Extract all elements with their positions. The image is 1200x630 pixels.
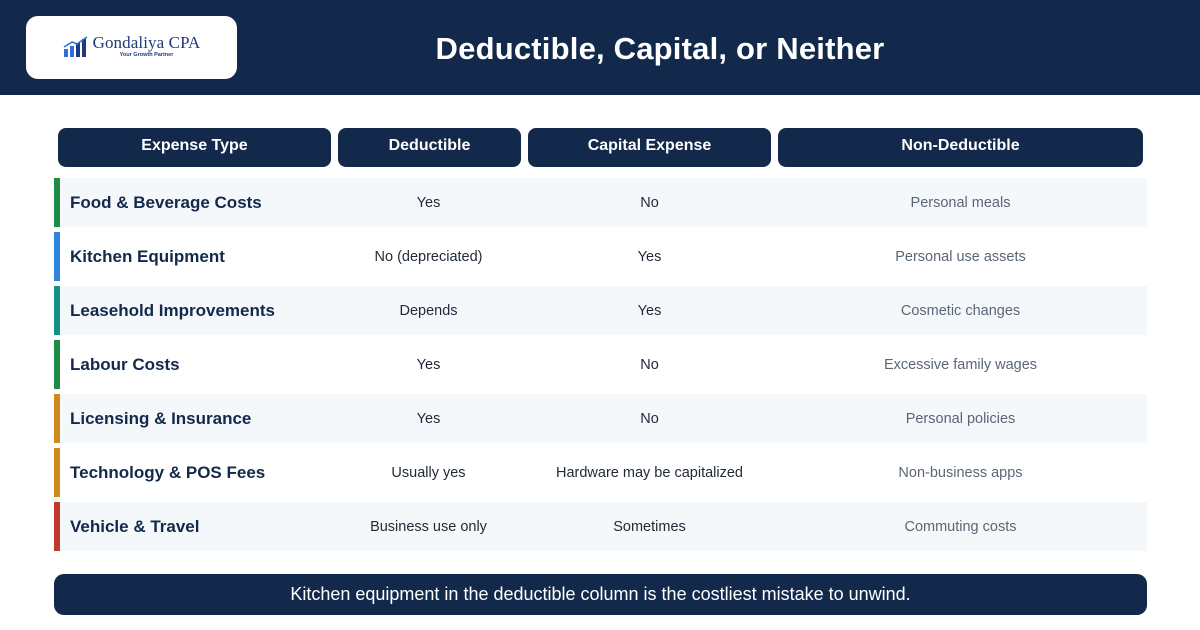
non-deductible-cell: Cosmetic changes	[900, 302, 1021, 319]
deductible-cell: Yes	[416, 410, 441, 427]
expense-type-cell: Vehicle & Travel	[70, 516, 200, 536]
expense-type-cell: Kitchen Equipment	[70, 246, 225, 266]
capital-cell: No	[640, 194, 659, 211]
non-deductible-cell: Personal meals	[910, 194, 1011, 211]
expense-type-cell: Leasehold Improvements	[70, 300, 276, 320]
row-accent-bar	[54, 178, 60, 227]
bar-growth-icon	[63, 36, 89, 58]
row-accent-bar	[54, 502, 60, 551]
deductible-cell: Yes	[416, 194, 441, 211]
capital-cell: Yes	[637, 248, 662, 265]
deductible-cell: Business use only	[370, 518, 487, 535]
non-deductible-cell: Non-business apps	[898, 464, 1023, 481]
row-accent-bar	[54, 394, 60, 443]
deductible-cell: Usually yes	[391, 464, 466, 481]
row-accent-bar	[54, 286, 60, 335]
footer-callout: Kitchen equipment in the deductible column is the costliest mistake to unwind.	[54, 574, 1147, 615]
expense-type-cell: Labour Costs	[70, 354, 180, 374]
row-accent-bar	[54, 232, 60, 281]
non-deductible-cell: Excessive family wages	[883, 356, 1038, 373]
capital-cell: No	[640, 356, 659, 373]
table-row	[54, 502, 1147, 551]
row-accent-bar	[54, 340, 60, 389]
table-row	[54, 340, 1147, 389]
non-deductible-cell: Personal policies	[905, 410, 1016, 427]
deductible-cell: No (depreciated)	[374, 248, 483, 265]
table-row	[54, 286, 1147, 335]
header-expense-type: Expense Type	[58, 128, 331, 167]
row-accent-bar	[54, 448, 60, 497]
expense-type-cell: Licensing & Insurance	[70, 408, 252, 428]
deductible-cell: Yes	[416, 356, 441, 373]
table-row	[54, 448, 1147, 497]
header-capital-expense: Capital Expense	[528, 128, 771, 167]
non-deductible-cell: Commuting costs	[904, 518, 1017, 535]
header-deductible: Deductible	[338, 128, 521, 167]
logo-tagline: Your Growth Partner	[119, 52, 174, 58]
deductible-cell: Depends	[399, 302, 458, 319]
page-title: Deductible, Capital, or Neither	[435, 31, 885, 66]
capital-cell: Hardware may be capitalized	[556, 464, 743, 481]
table-row	[54, 178, 1147, 227]
table-row	[54, 232, 1147, 281]
logo-name: Gondaliya CPA	[92, 33, 201, 52]
capital-cell: Sometimes	[613, 518, 686, 535]
expense-type-cell: Food & Beverage Costs	[70, 192, 262, 212]
header-banner	[0, 0, 1200, 95]
expense-type-cell: Technology & POS Fees	[70, 462, 266, 482]
table-row	[54, 394, 1147, 443]
logo	[26, 16, 237, 79]
non-deductible-cell: Personal use assets	[895, 248, 1026, 265]
capital-cell: Yes	[637, 302, 662, 319]
capital-cell: No	[640, 410, 659, 427]
header-non-deductible: Non-Deductible	[778, 128, 1143, 167]
